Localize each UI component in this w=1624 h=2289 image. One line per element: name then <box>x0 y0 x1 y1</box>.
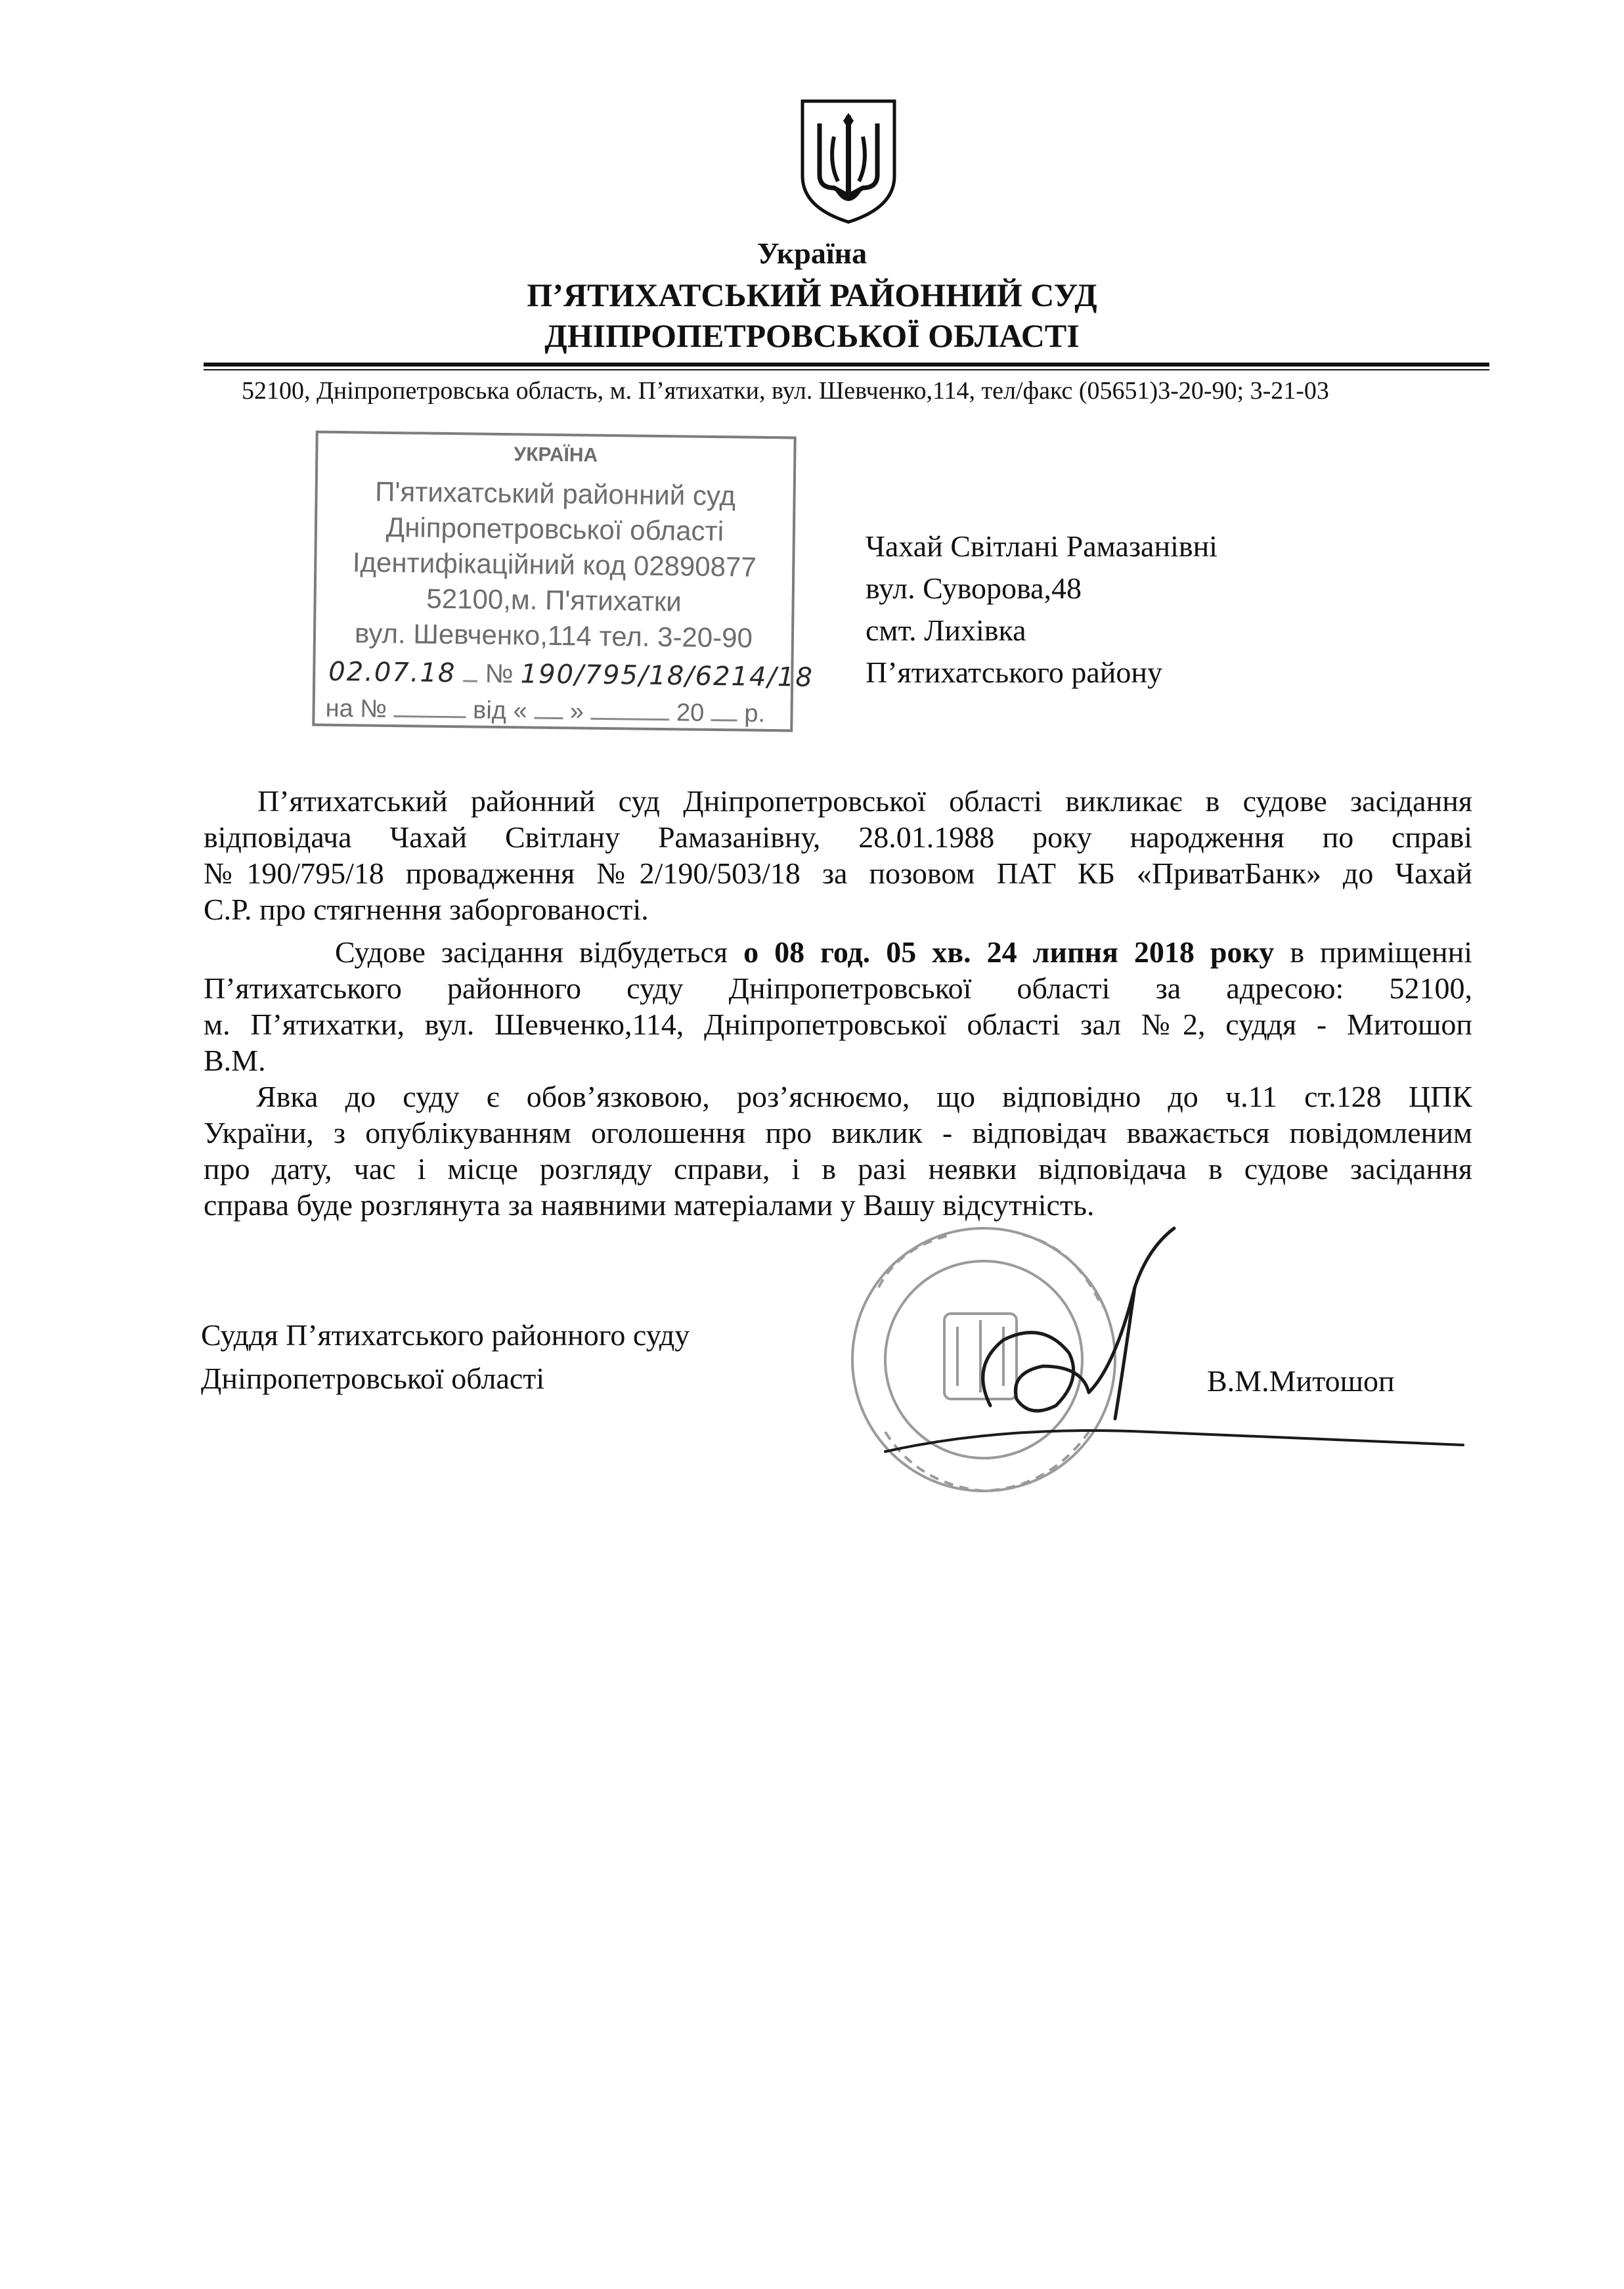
recipient-street: вул. Суворова,48 <box>866 571 1082 605</box>
tryzub-icon <box>796 97 901 226</box>
stamp-handwritten-number: 190/795/18/6214/18 <box>520 659 814 693</box>
header-divider-thick <box>204 363 1489 367</box>
judge-title-line: Суддя П’ятихатського районного суду <box>201 1318 690 1352</box>
summons-paragraph <box>204 783 1472 927</box>
recipient-name: Чахай Світлані Рамазанівні <box>866 529 1218 563</box>
paragraph-line: П’ятихатський районний суд Дніпропетровської області викликає в судове засідання <box>257 784 1472 818</box>
paragraph-line: П’ятихатського районного суду Дніпропетровської області за адресою: 52100, <box>204 971 1472 1005</box>
stamp-fill-line <box>590 717 669 721</box>
stamp-ref-year: 20 <box>676 699 705 727</box>
country-heading: Україна <box>757 236 867 270</box>
hearing-paragraph <box>204 934 1472 1078</box>
paragraph-line: №190/795/18 провадження №2/190/503/18 за позовом ПАТ КБ «ПриватБанк» до Чахай <box>204 856 1472 890</box>
stamp-date-number-row <box>328 657 814 693</box>
recipient-district: П’ятихатського району <box>866 656 1162 689</box>
judge-title-line: Дніпропетровської області <box>201 1362 545 1395</box>
stamp-court-name: П'ятихатський районний суд <box>374 476 736 512</box>
paragraph-line: відповідача Чахай Світлану Рамазанівну, 28.01.1988 року народження по справі <box>204 820 1472 854</box>
stamp-fill-line <box>463 679 477 682</box>
stamp-ref-label: на № <box>325 694 387 723</box>
header-divider-thin <box>204 369 1489 370</box>
stamp-fill-line <box>534 717 563 720</box>
hearing-location-intro: в приміщенні <box>1274 935 1473 969</box>
paragraph-line: про дату, час і місце розгляду справи, і в разі неявки відповідача в судове засідання <box>204 1152 1472 1186</box>
stamp-street-phone: вул. Шевченко,114 тел. 3-20-90 <box>354 617 753 654</box>
court-name-heading: П’ЯТИХАТСЬКИЙ РАЙОННИЙ СУД <box>527 277 1097 313</box>
stamp-country: УКРАЇНА <box>514 443 598 466</box>
stamp-ref-close: » <box>569 698 584 726</box>
stamp-id-code: Ідентифікаційний код 02890877 <box>352 546 757 583</box>
stamp-handwritten-date: 02.07.18 <box>328 656 456 689</box>
stamp-ref-suffix: р. <box>744 700 766 728</box>
paragraph-line: справа буде розглянута за наявними матеріалами у Вашу відсутність. <box>204 1188 1095 1222</box>
stamp-fill-line <box>393 715 466 718</box>
stamp-reference-row <box>325 695 765 728</box>
stamp-fill-line <box>711 719 737 721</box>
judge-name: В.М.Митошоп <box>1207 1364 1395 1398</box>
attendance-paragraph <box>204 1078 1472 1223</box>
stamp-postal-city: 52100,м. П'ятихатки <box>426 583 682 617</box>
paragraph-line: С.Р. про стягнення заборгованості. <box>204 893 649 926</box>
paragraph-line: України, з опублікуванням оголошення про виклик - відповідач вважається повідомленим <box>204 1116 1472 1149</box>
recipient-settlement: смт. Лихівка <box>866 613 1026 647</box>
hearing-intro: Судове засідання відбудеться <box>335 935 744 969</box>
paragraph-line: В.М. <box>204 1044 266 1077</box>
recipient-block <box>866 525 1218 694</box>
stamp-ref-from: від « <box>472 696 527 725</box>
paragraph-line: Явка до суду є обов’язковою, роз’яснюємо, що відповідно до ч.11 ст.128 ЦПК <box>256 1080 1472 1113</box>
paragraph-line: м. П’ятихатки, вул. Шевченко,114, Дніпропетровської області зал №2, суддя - Митошоп <box>204 1008 1472 1041</box>
paragraph-line <box>204 934 1472 970</box>
registration-stamp <box>312 431 814 732</box>
stamp-court-region: Дніпропетровської області <box>385 511 724 547</box>
stamp-number-label: № <box>485 659 514 689</box>
judge-title-block <box>201 1314 690 1400</box>
court-address-line: 52100, Дніпропетровська область, м. П’ятихатки, вул. Шевченко,114, тел/факс (05651)3-20-90; 3-21-03 <box>242 377 1329 405</box>
court-region-heading: ДНІПРОПЕТРОВСЬКОЇ ОБЛАСТІ <box>544 317 1080 354</box>
hearing-datetime: о 08 год. 05 хв. 24 липня 2018 року <box>743 935 1275 969</box>
